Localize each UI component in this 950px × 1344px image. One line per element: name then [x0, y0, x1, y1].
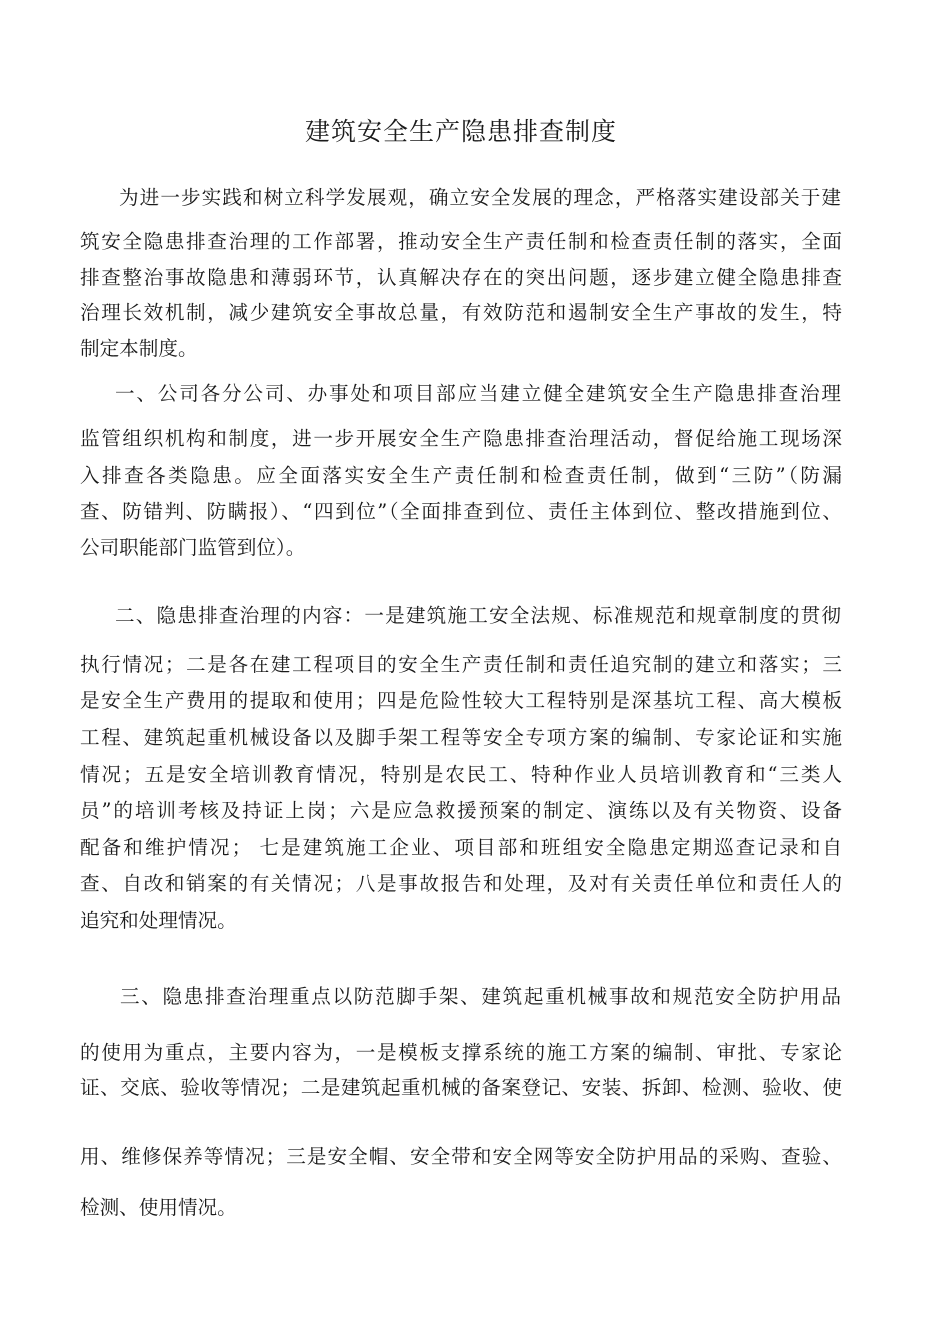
paragraph-4-line-4: 用、维修保养等情况；三是安全帽、安全带和安全网等安全防护用品的采购、查验、 [80, 1145, 842, 1168]
paragraph-1-line-1: 为进一步实践和树立科学发展观，确立安全发展的理念，严格落实建设部关于建 [119, 186, 841, 209]
paragraph-1-line-4: 治理长效机制，减少建筑安全事故总量，有效防范和遏制安全生产事故的发生，特 [80, 301, 842, 324]
paragraph-4-line-5: 检测、使用情况。 [80, 1196, 237, 1219]
paragraph-3-line-2: 执行情况；二是各在建工程项目的安全生产责任制和责任追究制的建立和落实；三 [80, 653, 842, 676]
paragraph-1-line-5: 制定本制度。 [80, 337, 198, 360]
paragraph-4-line-3: 证、交底、验收等情况；二是建筑起重机械的备案登记、安装、拆卸、检测、验收、使 [80, 1076, 842, 1099]
paragraph-3-line-7: 配备和维护情况； 七是建筑施工企业、项目部和班组安全隐患定期巡查记录和自 [80, 836, 842, 859]
paragraph-2-line-4: 查、防错判、防瞒报）、“四到位”（全面排查到位、责任主体到位、整改措施到位、 [80, 500, 842, 523]
paragraph-3-line-9: 追究和处理情况。 [80, 909, 237, 932]
paragraph-3-line-1: 二、隐患排查治理的内容：一是建筑施工安全法规、标准规范和规章制度的贯彻 [115, 604, 841, 627]
paragraph-1-line-3: 排查整治事故隐患和薄弱环节，认真解决存在的突出问题，逐步建立健全隐患排查 [80, 266, 842, 289]
paragraph-2-line-2: 监管组织机构和制度，进一步开展安全生产隐患排查治理活动，督促给施工现场深 [80, 427, 842, 450]
paragraph-3-line-8: 查、自改和销案的有关情况；八是事故报告和处理，及对有关责任单位和责任人的 [80, 872, 842, 895]
paragraph-2-line-1: 一、公司各分公司、办事处和项目部应当建立健全建筑安全生产隐患排查治理 [115, 382, 841, 405]
paragraph-2-line-5: 公司职能部门监管到位）。 [80, 536, 306, 559]
paragraph-3-line-3: 是安全生产费用的提取和使用；四是危险性较大工程特别是深基坑工程、高大模板 [80, 689, 842, 712]
paragraph-3-line-4: 工程、建筑起重机械设备以及脚手架工程等安全专项方案的编制、专家论证和实施 [80, 726, 842, 749]
paragraph-3-line-6: 员”的培训考核及持证上岗；六是应急救援预案的制定、演练以及有关物资、设备 [80, 799, 842, 822]
paragraph-4-line-2: 的使用为重点，主要内容为，一是模板支撑系统的施工方案的编制、审批、专家论 [80, 1041, 842, 1064]
paragraph-4-line-1: 三、隐患排查治理重点以防范脚手架、建筑起重机械事故和规范安全防护用品 [120, 985, 841, 1008]
document-title: 建筑安全生产隐患排查制度 [304, 117, 617, 146]
paragraph-1-line-2: 筑安全隐患排查治理的工作部署，推动安全生产责任制和检查责任制的落实，全面 [80, 230, 842, 253]
paragraph-3-line-5: 情况；五是安全培训教育情况，特别是农民工、特种作业人员培训教育和“三类人 [80, 763, 842, 786]
paragraph-2-line-3: 入排查各类隐患。应全面落实安全生产责任制和检查责任制，做到“三防”（防漏 [80, 464, 842, 487]
